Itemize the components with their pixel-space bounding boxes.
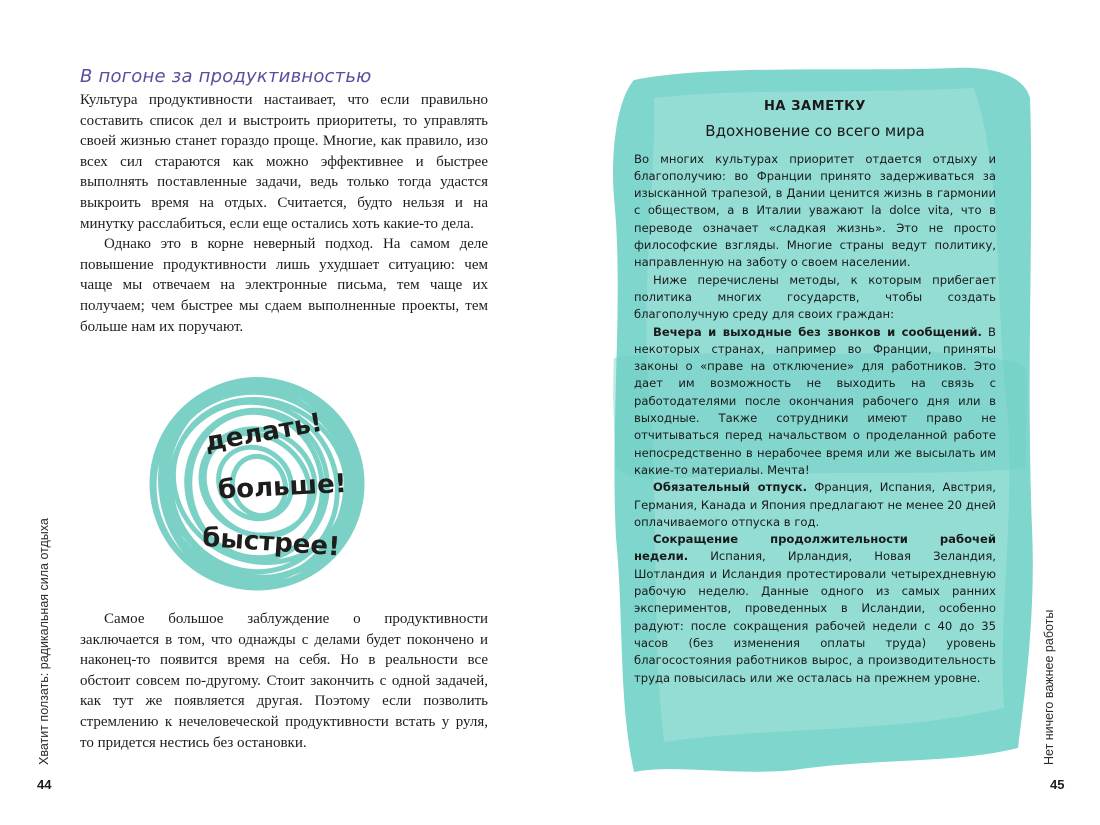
scribble-word: быстрее! <box>201 522 341 563</box>
paragraph: Однако это в корне неверный подход. На самом деле повышение продуктивности лишь ухудшает ситуацию: чем чаще мы отвечаем на электронные письма, тем чаще их получаем; чем быстрее мы сдаем выполненные проекты, тем больше нам их поручают. <box>80 236 488 335</box>
note-item-title: Обязательный отпуск. <box>653 480 808 495</box>
note-item <box>634 479 996 531</box>
paragraph: Самое большое заблуждение о продуктивности заключается в том, что однажды с делами будет покончено и наконец-то появится время на себя. Но в реальности все обстоит совсем по-другому. Стоит закончить с одной задачей, как тут же появляется другая. Поэтому если позволить стремлению к нечеловеческой продуктивности встать у руля, то придется нестись без остановки. <box>80 611 488 751</box>
body-text-top <box>80 90 488 337</box>
page-number-right: 45 <box>1050 777 1065 792</box>
scribble-word: делать! <box>202 407 325 458</box>
note-item-text: В некоторых странах, например во Франции, приняты законы о «праве на отключение» для работников. Это дает им возможность не выходить на связь с работодателями после окончания рабочего дня или в выходные. Также сотрудники имеют право не отчитываться перед начальством о проделанной работе непосредственно в нерабочее время или же высылать им какие-то материалы. Мечта! <box>634 324 997 477</box>
section-heading: В погоне за продуктивностью <box>80 66 372 87</box>
note-label: НА ЗАМЕТКУ <box>763 99 867 114</box>
running-head-right: Нет ничего важнее работы <box>1042 609 1056 765</box>
note-box <box>634 98 996 687</box>
note-item <box>634 531 996 687</box>
scribble-illustration <box>142 368 372 600</box>
note-intro: Во многих культурах приоритет отдается отдыху и благополучию: во Франции принято задерживаться за изысканной трапезой, в Дании ценится жизнь в гармонии с обществом, а в Италии уважают la dolce vita, что в переводе означает «сладкая жизнь». Это не просто философские взгляды. Многие страны ведут политику, направленную на заботу о своем населении. <box>634 151 996 270</box>
paragraph: Культура продуктивности настаивает, что если правильно составить список дел и выстроить приоритеты, то управлять своей жизнью станет гораздо проще. Многие, как правило, изо всех сил стараются как можно эффективнее и быстрее выполнять поставленные задачи, ведь только тогда удастся выкроить время на отдых. Считается, будто нельзя и на минутку расслабиться, если еще остались хоть какие-то дела. <box>80 92 488 232</box>
running-head-left: Хватит ползать: радикальная сила отдыха <box>37 518 51 765</box>
body-text-bottom <box>80 609 488 753</box>
note-item-title: Вечера и выходные без звонков и сообщений. <box>653 324 982 339</box>
page-number-left: 44 <box>37 777 52 792</box>
note-title: Вдохновение со всего мира <box>705 122 925 141</box>
scribble-word: больше! <box>217 468 348 506</box>
note-item-title: Сокращение продолжительности рабочей недели. <box>634 532 996 564</box>
note-item <box>634 324 996 480</box>
note-item-text: Испания, Ирландия, Новая Зеландия, Шотландия и Исландия протестировали четырехдневную рабочую неделю. Данные одного из самых ранних экспериментов, проведенных в Исландии, особенно радуют: после сокращения рабочей недели с 40 до 35 часов (без изменения оплаты труда) уровень благосостояния работников вырос, а производительность труда повысилась или же осталась на прежнем уровне. <box>634 549 996 685</box>
note-item-text: Франция, Испания, Австрия, Германия, Канада и Япония предлагают не менее 20 дней оплачиваемого отпуска в год. <box>634 480 996 529</box>
note-lead: Ниже перечислены методы, к которым прибегает политика многих государств, чтобы создать благополучную среду для своих граждан: <box>634 272 996 322</box>
